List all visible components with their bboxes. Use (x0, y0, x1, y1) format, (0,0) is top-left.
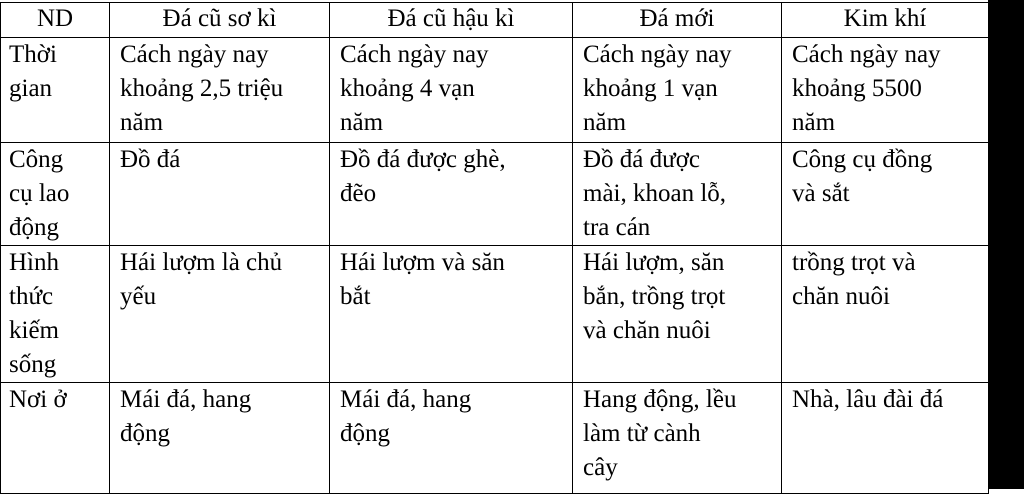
right-edge-bar (988, 0, 1024, 489)
row-label-livelihood: Hình thức kiếm sống (1, 246, 110, 383)
table-cell: Công cụ đồng và sắt (782, 143, 989, 246)
table-body (1, 38, 989, 494)
comparison-table (0, 2, 989, 494)
table-cell: Đồ đá được mài, khoan lỗ, tra cán (573, 143, 782, 246)
table-cell: Cách ngày nay khoảng 2,5 triệu năm (110, 38, 330, 143)
table-cell: Cách ngày nay khoảng 1 vạn năm (573, 38, 782, 143)
row-label-tools: Công cụ lao động (1, 143, 110, 246)
table-cell: Hái lượm và săn bắt (330, 246, 573, 383)
table-row (1, 383, 989, 494)
header-cell-da-cu-so-ki: Đá cũ sơ kì (110, 3, 330, 38)
table-cell: trồng trọt và chăn nuôi (782, 246, 989, 383)
header-cell-nd: ND (1, 3, 110, 38)
row-label-dwelling: Nơi ở (1, 383, 110, 494)
table-cell: Hái lượm là chủ yếu (110, 246, 330, 383)
table-row (1, 143, 989, 246)
table-cell: Cách ngày nay khoảng 5500 năm (782, 38, 989, 143)
table-cell: Cách ngày nay khoảng 4 vạn năm (330, 38, 573, 143)
table-cell: Hái lượm, săn bắn, trồng trọt và chăn nuôi (573, 246, 782, 383)
header-cell-kim-khi: Kim khí (782, 3, 989, 38)
header-cell-da-cu-hau-ki: Đá cũ hậu kì (330, 3, 573, 38)
table-row (1, 38, 989, 143)
table-cell: Hang động, lều làm từ cành cây (573, 383, 782, 494)
table-cell: Nhà, lâu đài đá (782, 383, 989, 494)
table-cell: Mái đá, hang động (110, 383, 330, 494)
table-cell: Đồ đá được ghè, đẽo (330, 143, 573, 246)
table-header (1, 3, 989, 38)
header-row (1, 3, 989, 38)
row-label-time: Thời gian (1, 38, 110, 143)
table-cell: Mái đá, hang động (330, 383, 573, 494)
table-cell: Đồ đá (110, 143, 330, 246)
header-cell-da-moi: Đá mới (573, 3, 782, 38)
table-row (1, 246, 989, 383)
